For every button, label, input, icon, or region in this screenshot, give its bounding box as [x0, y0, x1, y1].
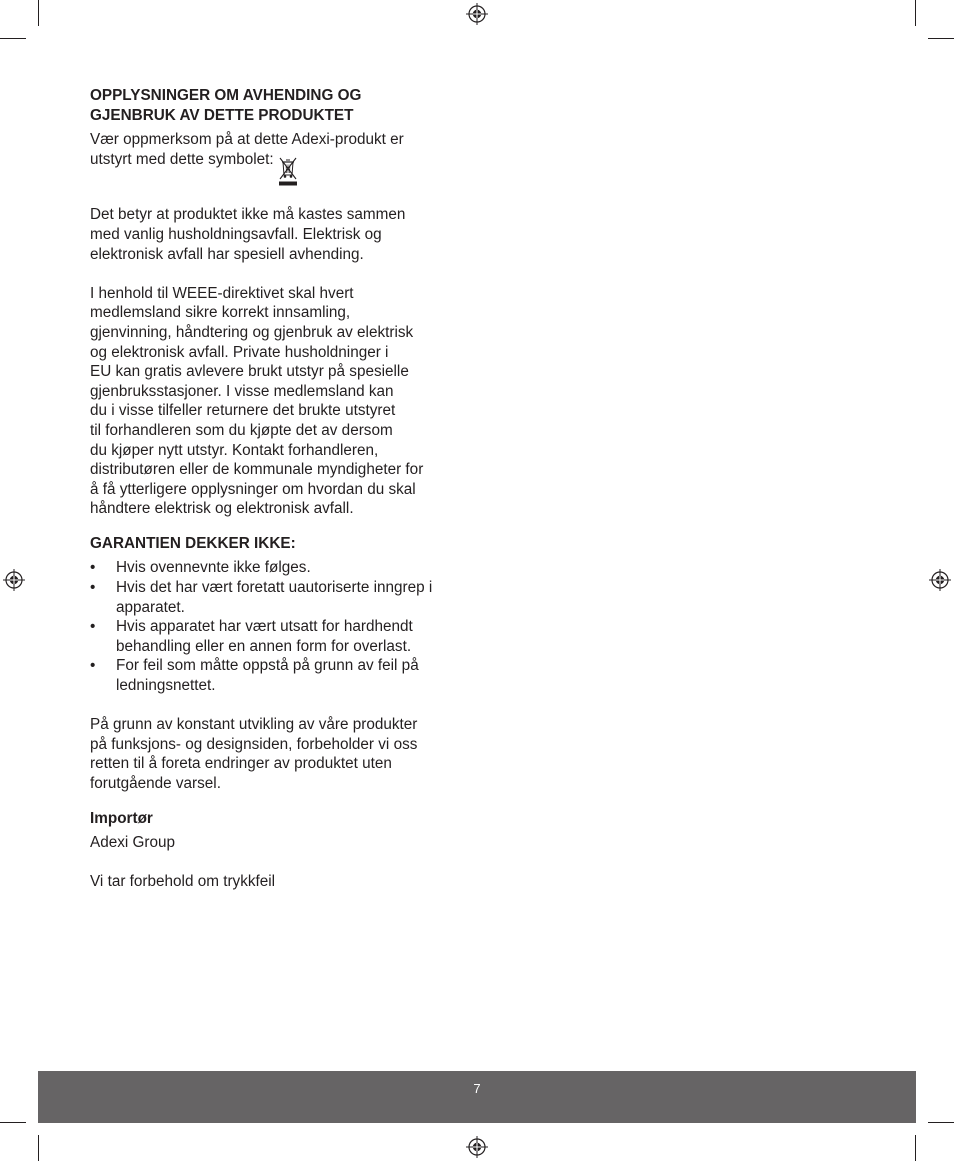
crop-mark-top-left-horizontal [0, 38, 26, 39]
crop-mark-bottom-right-vertical [915, 1135, 916, 1161]
product-change-notice [90, 715, 470, 793]
importer-heading: Importør [90, 809, 153, 827]
text-line: Hvis ovennevnte ikke følges. [116, 559, 311, 577]
registration-target-icon [466, 3, 488, 25]
weee-paragraph [90, 284, 470, 519]
text-line: Hvis apparatet har vært utsatt for hardhendt [116, 618, 413, 636]
bullet-glyph: • [90, 618, 96, 636]
importer-company: Adexi Group [90, 834, 176, 852]
bullet-glyph: • [90, 657, 96, 675]
text-line: og elektronisk avfall. Private husholdninger i [90, 343, 389, 361]
list-item [90, 578, 470, 617]
text-line: retten til å foreta endringer av produktet uten [90, 755, 392, 773]
text-line: I henhold til WEEE-direktivet skal hvert [90, 284, 354, 302]
disposal-heading [90, 86, 470, 125]
crop-mark-bottom-left-horizontal [0, 1122, 26, 1123]
bullet-glyph: • [90, 579, 96, 597]
text-line: elektronisk avfall har spesiell avhending. [90, 245, 364, 263]
warranty-exclusions-list [90, 558, 470, 695]
text-line: du i visse tilfeller returnere det brukte utstyret [90, 402, 396, 420]
intro-line: Vær oppmerksom på at dette Adexi-produkt er [90, 131, 404, 149]
page-number: 7 [473, 1081, 481, 1096]
text-line: på funksjons- og designsiden, forbeholder vi oss [90, 735, 418, 753]
text-line: distributøren eller de kommunale myndigheter for [90, 461, 424, 479]
disposal-intro [90, 130, 470, 186]
crop-mark-bottom-left-vertical [38, 1135, 39, 1161]
text-line: EU kan gratis avlevere brukt utstyr på spesielle [90, 363, 409, 381]
text-line: apparatet. [116, 598, 185, 616]
text-line: å få ytterligere opplysninger om hvordan du skal [90, 480, 416, 498]
registration-target-icon [929, 569, 951, 591]
text-line: På grunn av konstant utvikling av våre produkter [90, 716, 418, 734]
crop-mark-top-right-vertical [915, 0, 916, 26]
list-item [90, 558, 470, 578]
disposal-heading-line: GJENBRUK AV DETTE PRODUKTET [90, 106, 354, 124]
intro-line: utstyrt med dette symbolet: [90, 150, 274, 168]
text-line: behandling eller en annen form for overlast. [116, 637, 412, 655]
disposal-heading-line: OPPLYSNINGER OM AVHENDING OG [90, 87, 362, 104]
printing-disclaimer: Vi tar forbehold om trykkfeil [90, 873, 276, 891]
text-line: For feil som måtte oppstå på grunn av feil på [116, 657, 419, 675]
text-line: gjenbruksstasjoner. I visse medlemsland kan [90, 382, 394, 400]
text-line: håndtere elektrisk og elektronisk avfall. [90, 500, 354, 518]
warranty-heading: GARANTIEN DEKKER IKKE: [90, 534, 296, 552]
list-item [90, 656, 470, 695]
footer-bar [38, 1071, 916, 1123]
text-line: Hvis det har vært foretatt uautoriserte inngrep i [116, 579, 433, 597]
text-line: Det betyr at produktet ikke må kastes sammen [90, 206, 406, 224]
text-line: forutgående varsel. [90, 775, 221, 792]
document-body [90, 86, 470, 892]
crop-mark-top-right-horizontal [928, 38, 954, 39]
disposal-paragraph [90, 205, 470, 264]
text-line: gjenvinning, håndtering og gjenbruk av elektrisk [90, 323, 414, 341]
text-line: du kjøper nytt utstyr. Kontakt forhandleren, [90, 441, 379, 459]
crop-mark-top-left-vertical [38, 0, 39, 26]
bullet-glyph: • [90, 559, 96, 577]
list-item [90, 617, 470, 656]
text-line: ledningsnettet. [116, 677, 216, 695]
text-line: med vanlig husholdningsavfall. Elektrisk og [90, 225, 382, 243]
text-line: medlemsland sikre korrekt innsamling, [90, 304, 351, 322]
crop-mark-bottom-right-horizontal [928, 1122, 954, 1123]
registration-target-icon [466, 1136, 488, 1158]
crossed-out-wheelie-bin-icon [278, 156, 298, 186]
registration-target-icon [3, 569, 25, 591]
text-line: til forhandleren som du kjøpte det av dersom [90, 421, 393, 439]
